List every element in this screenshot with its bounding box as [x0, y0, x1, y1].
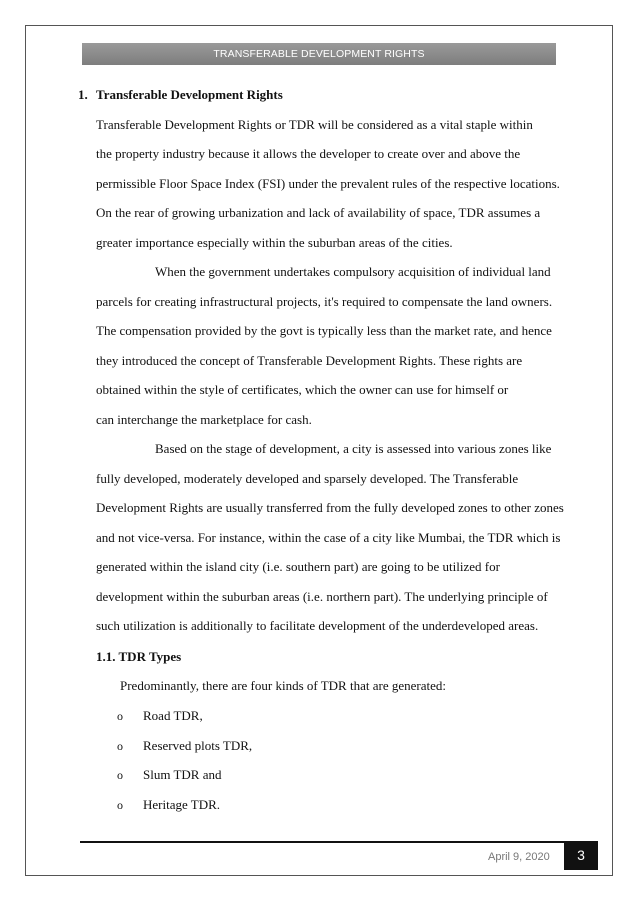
paragraph-line: generated within the island city (i.e. southern part) are going to be utilized for [96, 559, 500, 574]
bullet-marker: o [117, 709, 123, 723]
bullet-marker: o [117, 739, 123, 753]
subsection-intro: Predominantly, there are four kinds of TDR that are generated: [120, 678, 446, 693]
page-number: 3 [564, 842, 598, 870]
footer-date: April 9, 2020 [488, 851, 550, 863]
list-item: Heritage TDR. [143, 797, 221, 812]
paragraph-line: Based on the stage of development, a city is assessed into various zones like [155, 441, 552, 456]
subsection-heading: 1.1. TDR Types [96, 649, 182, 664]
running-header: TRANSFERABLE DEVELOPMENT RIGHTS [82, 43, 556, 65]
list-item: Slum TDR and [143, 767, 222, 782]
paragraph-line: greater importance especially within the suburban areas of the cities. [96, 235, 453, 250]
paragraph-line: The compensation provided by the govt is typically less than the market rate, and hence [96, 323, 552, 338]
paragraph-line: they introduced the concept of Transferable Development Rights. These rights are [96, 353, 523, 368]
bullet-marker: o [117, 798, 123, 812]
paragraph-line: Transferable Development Rights or TDR will be considered as a vital staple within [96, 117, 533, 132]
section-number: 1. [78, 87, 88, 102]
paragraph-line: and not vice-versa. For instance, within the case of a city like Mumbai, the TDR which is [96, 530, 561, 545]
paragraph-line: obtained within the style of certificates, which the owner can use for himself or [96, 382, 509, 397]
list-item: Road TDR, [143, 708, 203, 723]
paragraph-line: fully developed, moderately developed and sparsely developed. The Transferable [96, 471, 519, 486]
paragraph-line: development within the suburban areas (i.e. northern part). The underlying principle of [96, 589, 548, 604]
bullet-marker: o [117, 768, 123, 782]
paragraph-line: the property industry because it allows the developer to create over and above the [96, 146, 521, 161]
paragraph-line: Development Rights are usually transferred from the fully developed zones to other zones [96, 500, 564, 515]
list-item: Reserved plots TDR, [143, 738, 253, 753]
paragraph-line: permissible Floor Space Index (FSI) under the prevalent rules of the respective locations. [96, 176, 560, 191]
paragraph-line: such utilization is additionally to facilitate development of the underdeveloped areas. [96, 618, 539, 633]
paragraph-line: On the rear of growing urbanization and lack of availability of space, TDR assumes a [96, 205, 541, 220]
paragraph-line: When the government undertakes compulsory acquisition of individual land [155, 264, 551, 279]
paragraph-line: can interchange the marketplace for cash. [96, 412, 312, 427]
footer-rule [80, 841, 598, 843]
section-heading: Transferable Development Rights [96, 87, 283, 102]
paragraph-line: parcels for creating infrastructural projects, it's required to compensate the land owners. [96, 294, 553, 309]
